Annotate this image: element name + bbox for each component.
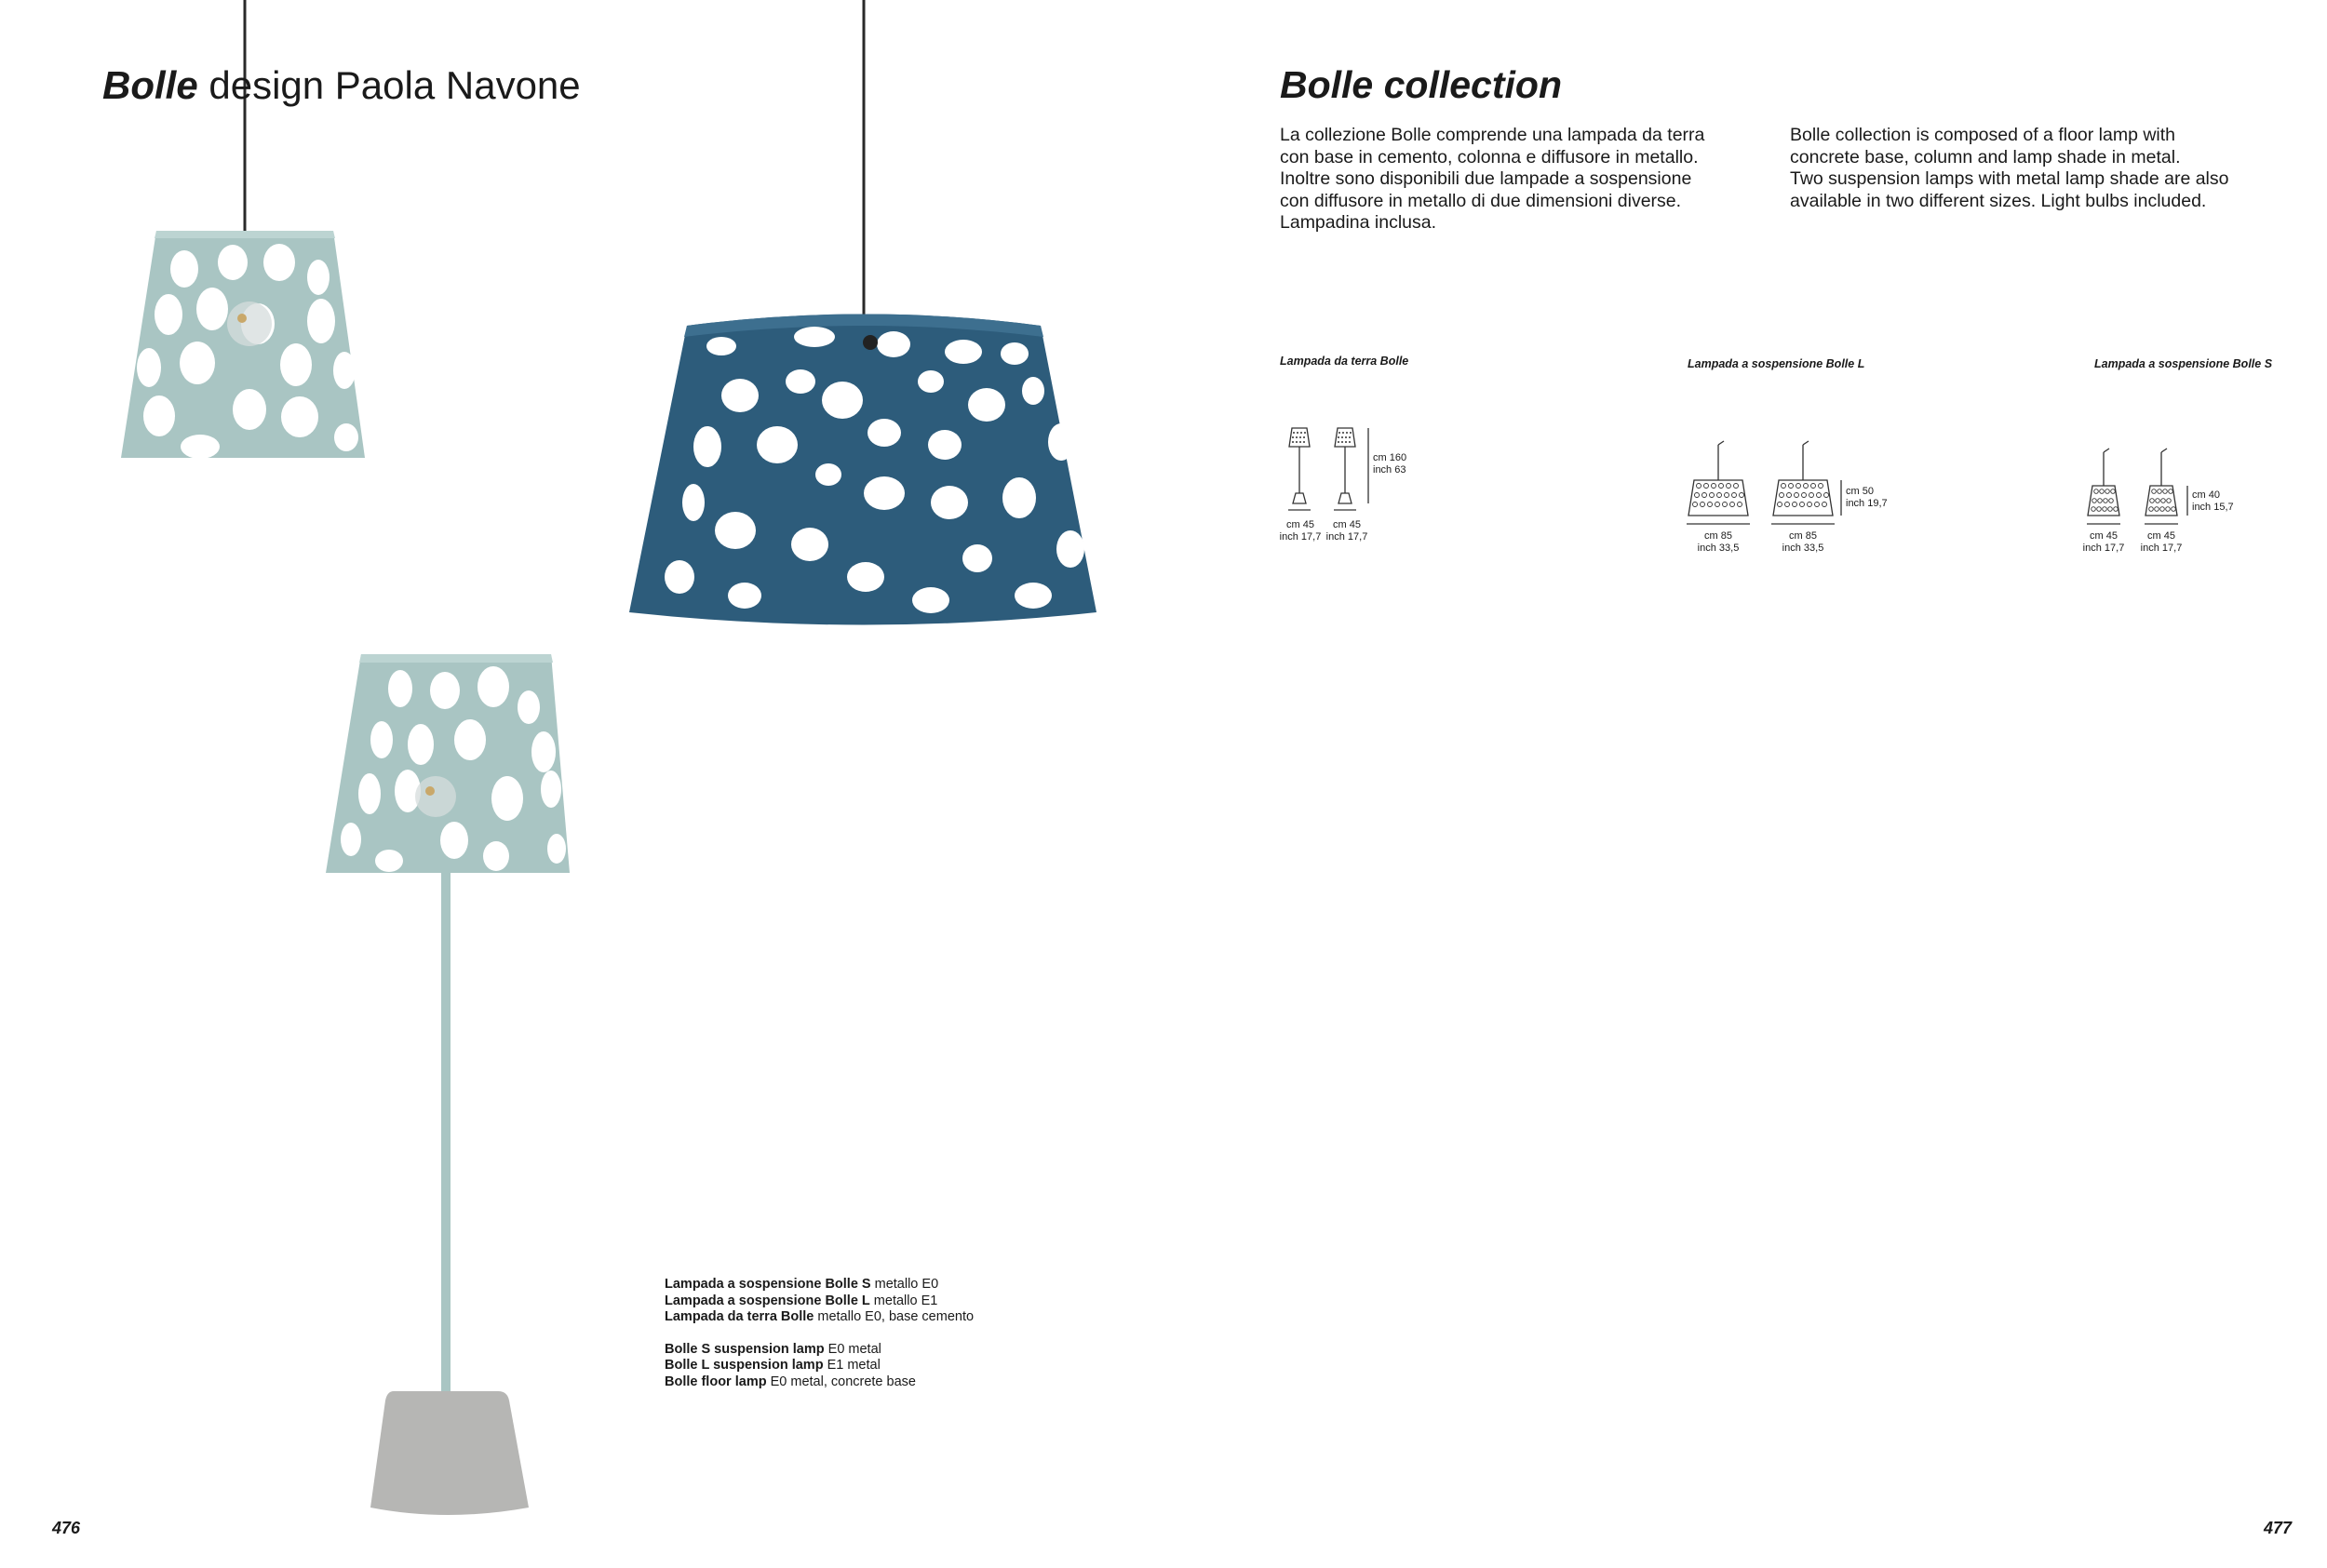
bolle-s-drawing: [2080, 442, 2192, 530]
title-rest: design Paola Navone: [197, 63, 581, 107]
title-bold: Bolle: [102, 63, 198, 107]
dim-cm: cm 160: [1373, 452, 1407, 463]
intro-text-it: [1280, 125, 1764, 235]
dim-inch: inch 15,7: [2192, 502, 2234, 513]
intro-it-line: Lampadina inclusa.: [1280, 212, 1437, 233]
tech-title-floor: Lampada da terra Bolle: [1280, 355, 1409, 368]
dim-cm: cm 45: [2090, 530, 2118, 542]
dim-cm: cm 45: [1286, 519, 1314, 530]
caption-en-2: [665, 1358, 974, 1374]
dim-cm: cm 85: [1704, 530, 1732, 542]
caption-it-3: [665, 1309, 974, 1326]
dim-inch: inch 63: [1373, 464, 1406, 476]
small-width-dimension-1: [2080, 530, 2127, 555]
small-height-dimension: [2192, 489, 2234, 514]
floor-width-dimension-2: [1324, 519, 1370, 543]
caption-name: Lampada da terra Bolle: [665, 1309, 814, 1324]
caption-name: Bolle floor lamp: [665, 1374, 767, 1389]
intro-en-line: concrete base, column and lamp shade in metal.: [1790, 146, 2181, 168]
caption-en-1: [665, 1342, 974, 1359]
page-number-left: 476: [52, 1519, 81, 1537]
dim-inch: inch 33,5: [1697, 543, 1740, 554]
dim-cm: cm 85: [1789, 530, 1817, 542]
tech-title-large: Lampada a sospensione Bolle L: [1688, 357, 1865, 370]
bolle-l-suspension-lamp-photo: [614, 0, 1117, 633]
page-title-left: [102, 63, 581, 108]
caption-it-2: [665, 1293, 974, 1310]
dim-inch: inch 19,7: [1846, 498, 1888, 509]
collection-title: Bolle collection: [1280, 63, 1562, 106]
caption-spec: metallo E0: [870, 1277, 939, 1292]
bolle-l-drawing: [1683, 437, 1860, 530]
intro-en-line: Two suspension lamps with metal lamp shade are also: [1790, 168, 2229, 189]
intro-en-line: available in two different sizes. Light bulbs included.: [1790, 190, 2207, 211]
caption-it-1: [665, 1277, 974, 1293]
dim-inch: inch 17,7: [1325, 531, 1368, 543]
dim-cm: cm 45: [2147, 530, 2175, 542]
caption-spacer: [665, 1326, 974, 1342]
intro-en-line: Bolle collection is composed of a floor lamp with: [1790, 125, 2176, 145]
dim-inch: inch 17,7: [2140, 543, 2183, 554]
floor-lamp-drawing: [1275, 423, 1378, 516]
small-width-dimension-2: [2138, 530, 2185, 555]
page-number-right: 477: [2264, 1519, 2293, 1537]
dim-inch: inch 17,7: [2082, 543, 2125, 554]
large-height-dimension: [1846, 486, 1888, 510]
intro-text-en: [1790, 125, 2274, 212]
caption-name: Lampada a sospensione Bolle L: [665, 1293, 870, 1308]
caption-spec: E1 metal: [823, 1358, 881, 1373]
dim-cm: cm 50: [1846, 486, 1874, 497]
caption-spec: metallo E1: [869, 1293, 938, 1308]
intro-it-line: con diffusore in metallo di due dimensioni diverse.: [1280, 190, 1682, 211]
caption-name: Bolle S suspension lamp: [665, 1341, 825, 1357]
bolle-floor-lamp-photo: [316, 642, 596, 1535]
dim-cm: cm 40: [2192, 489, 2220, 501]
caption-en-3: [665, 1374, 974, 1391]
caption-spec: metallo E0, base cemento: [814, 1309, 975, 1324]
caption-spec: E0 metal: [824, 1341, 881, 1357]
tech-title-small: Lampada a sospensione Bolle S: [2094, 357, 2273, 370]
dim-inch: inch 17,7: [1279, 531, 1322, 543]
intro-it-line: La collezione Bolle comprende una lampada da terra: [1280, 125, 1705, 145]
caption-name: Bolle L suspension lamp: [665, 1358, 824, 1373]
product-captions: [665, 1277, 974, 1390]
floor-width-dimension-1: [1277, 519, 1324, 543]
intro-it-line: Inoltre sono disponibili due lampade a sospensione: [1280, 168, 1692, 189]
large-width-dimension-1: [1686, 530, 1751, 555]
dim-cm: cm 45: [1333, 519, 1361, 530]
intro-it-line: con base in cemento, colonna e diffusore in metallo.: [1280, 146, 1699, 168]
floor-height-dimension: [1373, 452, 1406, 476]
caption-name: Lampada a sospensione Bolle S: [665, 1277, 871, 1292]
dim-inch: inch 33,5: [1782, 543, 1824, 554]
caption-spec: E0 metal, concrete base: [766, 1374, 916, 1389]
large-width-dimension-2: [1770, 530, 1836, 555]
